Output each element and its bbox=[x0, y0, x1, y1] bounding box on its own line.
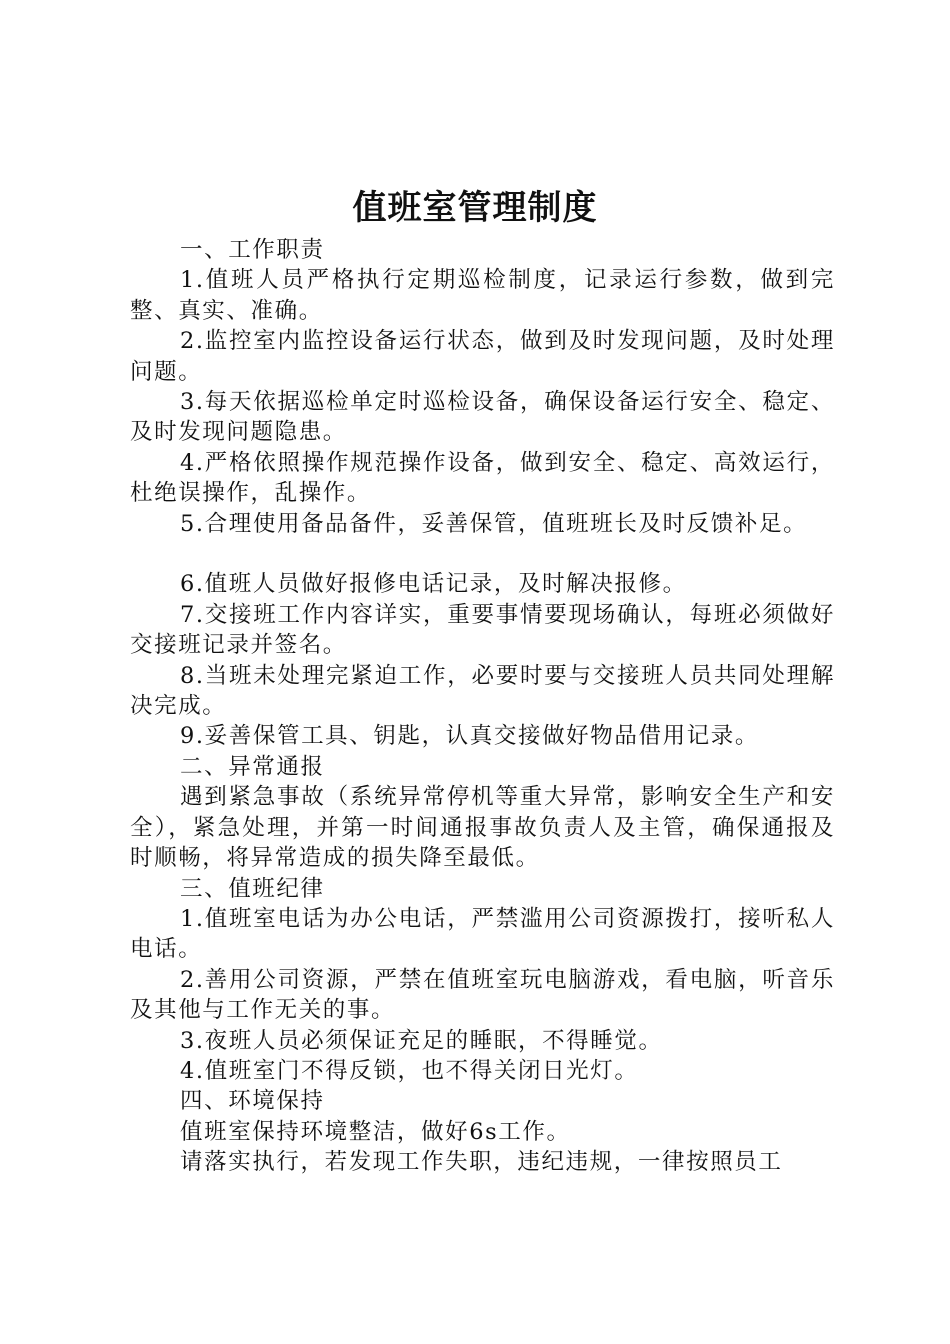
duty-item-6: 6.值班人员做好报修电话记录，及时解决报修。 bbox=[180, 571, 687, 598]
incident-report-text: 遇到紧急事故（系统异常停机等重大异常，影响安全生产和安全），紧急处理，并第一时间通报事故负责人及主管，确保通报及时顺畅，将异常造成的损失降至最低。 bbox=[130, 784, 835, 872]
document-body bbox=[130, 235, 835, 1178]
environment-text: 值班室保持环境整洁，做好6s工作。 bbox=[180, 1118, 571, 1145]
section-heading-incident-report: 二、异常通报 bbox=[180, 753, 325, 780]
document-title: 值班室管理制度 bbox=[352, 188, 598, 228]
closing-text: 请落实执行，若发现工作失职，违纪违规，一律按照员工 bbox=[180, 1149, 783, 1176]
discipline-item-1: 1.值班室电话为办公电话，严禁滥用公司资源拨打，接听私人电话。 bbox=[130, 905, 835, 963]
duty-item-4: 4.严格依照操作规范操作设备，做到安全、稳定、高效运行，杜绝误操作，乱操作。 bbox=[130, 449, 835, 507]
duty-item-3: 3.每天依据巡检单定时巡检设备，确保设备运行安全、稳定、及时发现问题隐患。 bbox=[130, 389, 835, 446]
section-heading-environment: 四、环境保持 bbox=[180, 1088, 325, 1115]
duty-item-8: 8.当班未处理完紧迫工作，必要时要与交接班人员共同处理解决完成。 bbox=[130, 662, 835, 720]
discipline-item-3: 3.夜班人员必须保证充足的睡眠，不得睡觉。 bbox=[180, 1027, 663, 1054]
duty-item-1: 1.值班人员严格执行定期巡检制度，记录运行参数，做到完整、真实、准确。 bbox=[130, 267, 835, 324]
section-heading-discipline: 三、值班纪律 bbox=[180, 875, 325, 902]
discipline-item-2: 2.善用公司资源，严禁在值班室玩电脑游戏，看电脑，听音乐及其他与工作无关的事。 bbox=[130, 966, 835, 1024]
duty-item-5: 5.合理使用备品备件，妥善保管，值班班长及时反馈补足。 bbox=[180, 510, 808, 537]
discipline-item-4: 4.值班室门不得反锁，也不得关闭日光灯。 bbox=[180, 1057, 639, 1084]
section-heading-duties: 一、工作职责 bbox=[180, 237, 325, 263]
duty-item-2: 2.监控室内监控设备运行状态，做到及时发现问题，及时处理问题。 bbox=[130, 328, 835, 385]
duty-item-7: 7.交接班工作内容详实，重要事情要现场确认，每班必须做好交接班记录并签名。 bbox=[130, 601, 835, 659]
duty-item-9: 9.妥善保管工具、钥匙，认真交接做好物品借用记录。 bbox=[180, 723, 759, 750]
